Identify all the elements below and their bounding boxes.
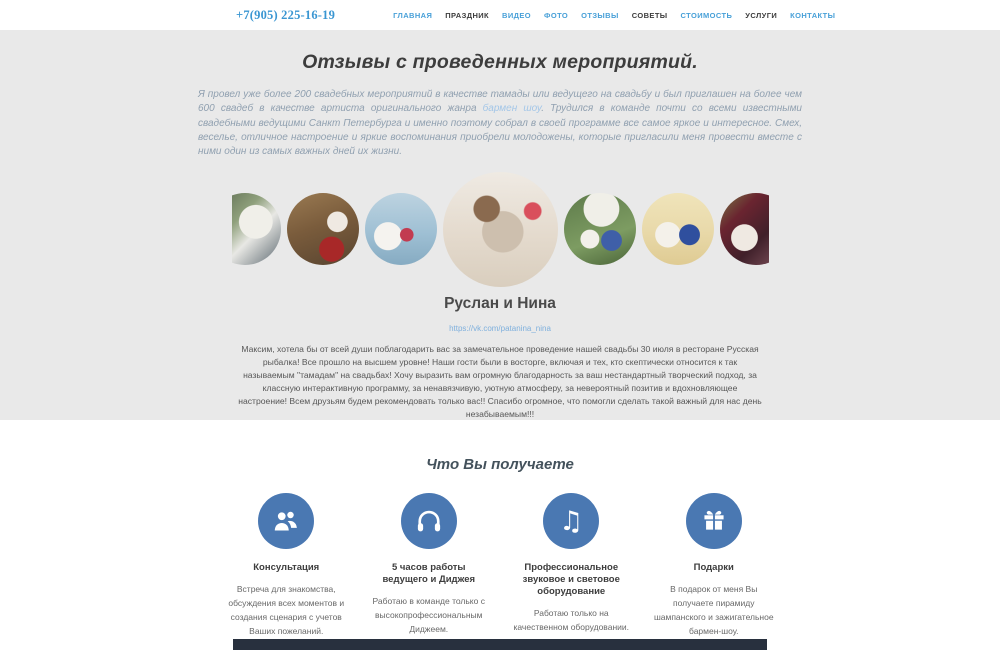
carousel-photo-2[interactable] bbox=[287, 193, 359, 265]
features-row bbox=[220, 493, 780, 638]
nav-item-uslugi[interactable]: УСЛУГИ bbox=[745, 10, 778, 20]
feature-dj-hours bbox=[363, 493, 496, 638]
carousel-photo-active[interactable] bbox=[443, 172, 558, 287]
nav-item-video[interactable]: ВИДЕО bbox=[502, 10, 532, 20]
feature-circle bbox=[686, 493, 742, 549]
reviews-section bbox=[0, 30, 1000, 420]
intro-text-after: . Трудился в команде почти со всеми известными свадебными ведущими Санкт Петербурга и именно поэтому собрал в своей программе все самое яркое и интересное. Смех, веселье, отличное настроение и яркие воспоминания приобрели молодожены, которые пригласили меня провести вместе с ними один из самых важных дней их жизни. bbox=[198, 103, 802, 158]
feature-text: Работаю в команде только с высокопрофессиональным Диджеем. bbox=[372, 595, 485, 634]
users-icon bbox=[271, 506, 301, 536]
nav-item-foto[interactable]: ФОТО bbox=[544, 10, 569, 20]
nav-item-prazdnik[interactable]: ПРАЗДНИК bbox=[445, 10, 490, 20]
nav-item-kontakty[interactable]: КОНТАКТЫ bbox=[790, 10, 836, 20]
music-note-icon: ♫ bbox=[559, 505, 584, 537]
testimonial-photo-carousel bbox=[232, 171, 769, 287]
feature-text: В подарок от меня Вы получаете пирамиду шампанского и зажигательное бармен-шоу. bbox=[653, 583, 774, 636]
feature-text: Работаю только на качественном оборудовании. bbox=[513, 607, 630, 632]
feature-text: Встреча для знакомства, обсуждения всех моментов и создания сценария с учетов Ваших пожеланий. bbox=[228, 583, 345, 636]
feature-title: Подарки bbox=[693, 562, 734, 573]
feature-circle bbox=[258, 493, 314, 549]
main-nav bbox=[393, 11, 835, 20]
reviewer-name: Руслан и Нина bbox=[444, 295, 556, 313]
reviewer-vk-link[interactable]: https://vk.com/patanina_nina bbox=[449, 324, 551, 334]
nav-item-glavnaya[interactable]: ГЛАВНАЯ bbox=[393, 10, 433, 20]
intro-text-before: Я провел уже более 200 свадебных мероприятий в качестве тамады или ведущего на свадьбу и был приглашен на более чем 600 свадеб в качестве артиста оригинального жанра bbox=[198, 89, 802, 115]
review-text: Максим, хотела бы от всей души поблагодарить вас за замечательное проведение нашей свадьбы 30 июля в ресторане Русская рыбалка! Все прошло на высшем уровне! Наши гости были в восторге, включая и тех, кто скептически относится к так называемым "тамадам" на свадьбах! Хочу выразить вам огромную благодарность за ваш нестандартный творческий подход, за классную интерактивную программу, за ненавязчивую, уютную атмосферу, за невероятный позитив и вдохновляющее настроение! Всем друзьям будем рекомендовать только вас!! Спасибо огромное, что помогли сделать такой важный для нас день незабываемым!!! bbox=[238, 344, 762, 419]
nav-item-sovety[interactable]: СОВЕТЫ bbox=[631, 10, 668, 20]
feature-title: 5 часов работы ведущего и Диджея bbox=[382, 562, 476, 585]
gift-icon bbox=[700, 507, 728, 535]
features-section bbox=[0, 420, 1000, 650]
headphones-icon bbox=[414, 506, 444, 536]
top-bar bbox=[0, 0, 1000, 30]
nav-item-otzyvy[interactable]: ОТЗЫВЫ bbox=[581, 10, 619, 20]
nav-item-stoimost[interactable]: СТОИМОСТЬ bbox=[680, 10, 733, 20]
phone-number[interactable]: +7(905) 225-16-19 bbox=[236, 7, 336, 22]
carousel-photo-3[interactable] bbox=[365, 193, 437, 265]
feature-circle bbox=[401, 493, 457, 549]
features-title: Что Вы получаете bbox=[426, 456, 574, 473]
feature-title: Профессиональное звуковое и световое оборудование bbox=[522, 562, 620, 597]
carousel-photo-5[interactable] bbox=[564, 193, 636, 265]
carousel-photo-1[interactable] bbox=[232, 193, 281, 265]
feature-gifts bbox=[648, 493, 781, 638]
footer-bar bbox=[233, 639, 767, 650]
feature-circle bbox=[543, 493, 599, 549]
feature-title: Консультация bbox=[253, 562, 320, 573]
page-title: Отзывы с проведенных мероприятий. bbox=[302, 51, 698, 73]
feature-consultation bbox=[220, 493, 353, 638]
intro-paragraph bbox=[198, 88, 802, 159]
carousel-photo-6[interactable] bbox=[642, 193, 714, 265]
barmen-show-link[interactable]: бармен шоу bbox=[482, 103, 542, 115]
carousel-photo-7[interactable] bbox=[720, 193, 769, 265]
feature-equipment bbox=[505, 493, 638, 638]
